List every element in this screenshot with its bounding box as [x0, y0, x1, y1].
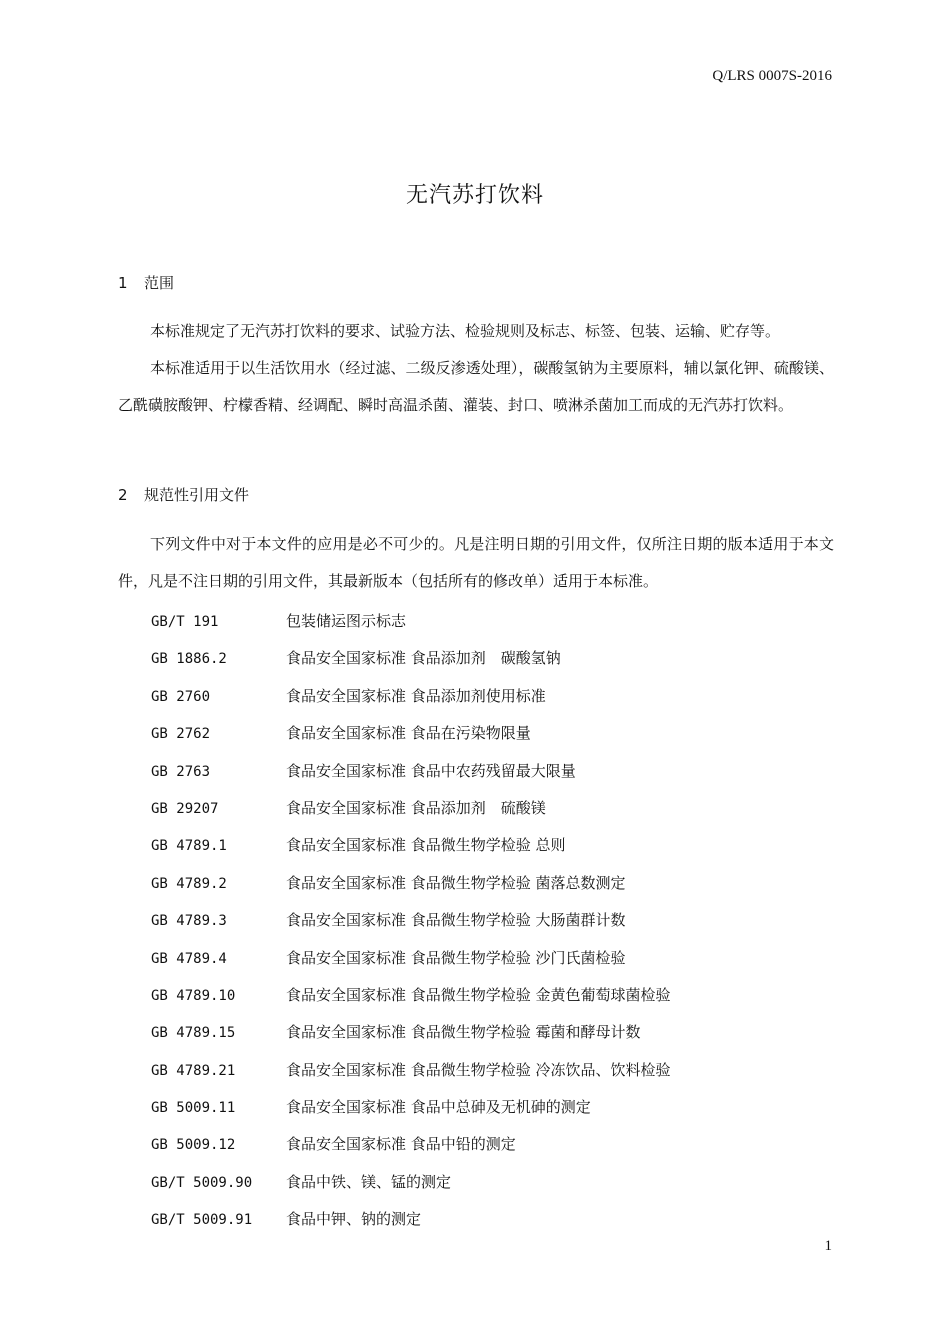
reference-title: 食品安全国家标准 食品微生物学检验 菌落总数测定 [286, 873, 626, 892]
reference-code: GB 2760 [151, 688, 211, 705]
page-number: 1 [824, 1238, 832, 1254]
reference-item [151, 865, 831, 902]
reference-item [151, 1201, 831, 1238]
reference-title: 食品安全国家标准 食品微生物学检验 金黄色葡萄球菌检验 [286, 985, 671, 1004]
reference-code: GB 29207 [151, 800, 219, 817]
section-title: 规范性引用文件 [144, 486, 250, 504]
reference-title: 食品安全国家标准 食品添加剂 碳酸氢钠 [286, 649, 561, 668]
reference-code: GB 2763 [151, 763, 211, 780]
reference-item [151, 902, 831, 939]
section-number: 1 [118, 274, 128, 292]
reference-item [151, 753, 831, 790]
reference-title: 食品安全国家标准 食品微生物学检验 总则 [286, 836, 566, 855]
section-title: 范围 [144, 274, 175, 292]
reference-code: GB 4789.2 [151, 875, 227, 892]
reference-title: 食品安全国家标准 食品中铅的测定 [286, 1135, 516, 1154]
reference-title: 食品安全国家标准 食品添加剂使用标准 [286, 686, 546, 705]
reference-title: 食品中钾、钠的测定 [286, 1210, 422, 1229]
reference-code: GB 1886.2 [151, 651, 227, 668]
scope-paragraph-1: 本标准规定了无汽苏打饮料的要求、试验方法、检验规则及标志、标签、包装、运输、贮存等。 [150, 322, 781, 340]
reference-item [151, 1089, 831, 1126]
reference-item [151, 1164, 831, 1201]
reference-code: GB 4789.21 [151, 1062, 236, 1079]
reference-title: 食品安全国家标准 食品微生物学检验 大肠菌群计数 [286, 911, 626, 930]
reference-code: GB 4789.10 [151, 987, 236, 1004]
reference-code: GB 5009.12 [151, 1137, 236, 1154]
reference-title: 食品安全国家标准 食品在污染物限量 [286, 724, 531, 743]
reference-list [151, 603, 831, 1239]
reference-title: 食品安全国家标准 食品微生物学检验 霉菌和酵母计数 [286, 1023, 641, 1042]
reference-title: 包装储运图示标志 [286, 612, 407, 630]
reference-code: GB 2762 [151, 726, 211, 743]
reference-title: 食品安全国家标准 食品添加剂 硫酸镁 [286, 798, 546, 817]
reference-title: 食品安全国家标准 食品中总砷及无机砷的测定 [286, 1098, 591, 1117]
reference-code: GB/T 191 [151, 614, 219, 630]
reference-item [151, 640, 831, 677]
references-intro-paragraph: 下列文件中对于本文件的应用是必不可少的。凡是注明日期的引用文件，仅所注日期的版本适用于本文件，凡是不注日期的引用文件，其最新版本（包括所有的修改单）适用于本标准。 [118, 535, 834, 590]
section-heading-scope [118, 272, 174, 293]
reference-title: 食品安全国家标准 食品微生物学检验 沙门氏菌检验 [286, 948, 626, 967]
reference-item [151, 790, 831, 827]
reference-code: GB 4789.4 [151, 950, 227, 967]
document-title: 无汽苏打饮料 [405, 183, 544, 208]
reference-code: GB 4789.15 [151, 1025, 236, 1042]
reference-code: GB 4789.3 [151, 913, 227, 930]
section-heading-normative-references [118, 484, 249, 505]
reference-item [151, 1052, 831, 1089]
reference-item [151, 1126, 831, 1163]
reference-title: 食品安全国家标准 食品中农药残留最大限量 [286, 761, 576, 780]
section-number: 2 [118, 486, 128, 504]
reference-item [151, 940, 831, 977]
reference-code: GB 4789.1 [151, 838, 227, 855]
reference-title: 食品中铁、镁、锰的测定 [286, 1172, 452, 1191]
reference-item [151, 603, 831, 640]
reference-code: GB/T 5009.90 [151, 1174, 253, 1191]
scope-paragraph-2: 本标准适用于以生活饮用水（经过滤、二级反渗透处理），碳酸氢钠为主要原料，辅以氯化钾、硫酸镁、乙酰磺胺酸钾、柠檬香精、经调配、瞬时高温杀菌、灌装、封口、喷淋杀菌加工而成的无汽苏打饮料。 [118, 359, 834, 414]
reference-code: GB/T 5009.91 [151, 1212, 253, 1229]
reference-item [151, 715, 831, 752]
document-code: Q/LRS 0007S-2016 [712, 68, 832, 84]
reference-title: 食品安全国家标准 食品微生物学检验 冷冻饮品、饮料检验 [286, 1060, 671, 1079]
reference-item [151, 1014, 831, 1051]
reference-code: GB 5009.11 [151, 1100, 236, 1117]
reference-item [151, 977, 831, 1014]
reference-item [151, 678, 831, 715]
reference-item [151, 827, 831, 864]
